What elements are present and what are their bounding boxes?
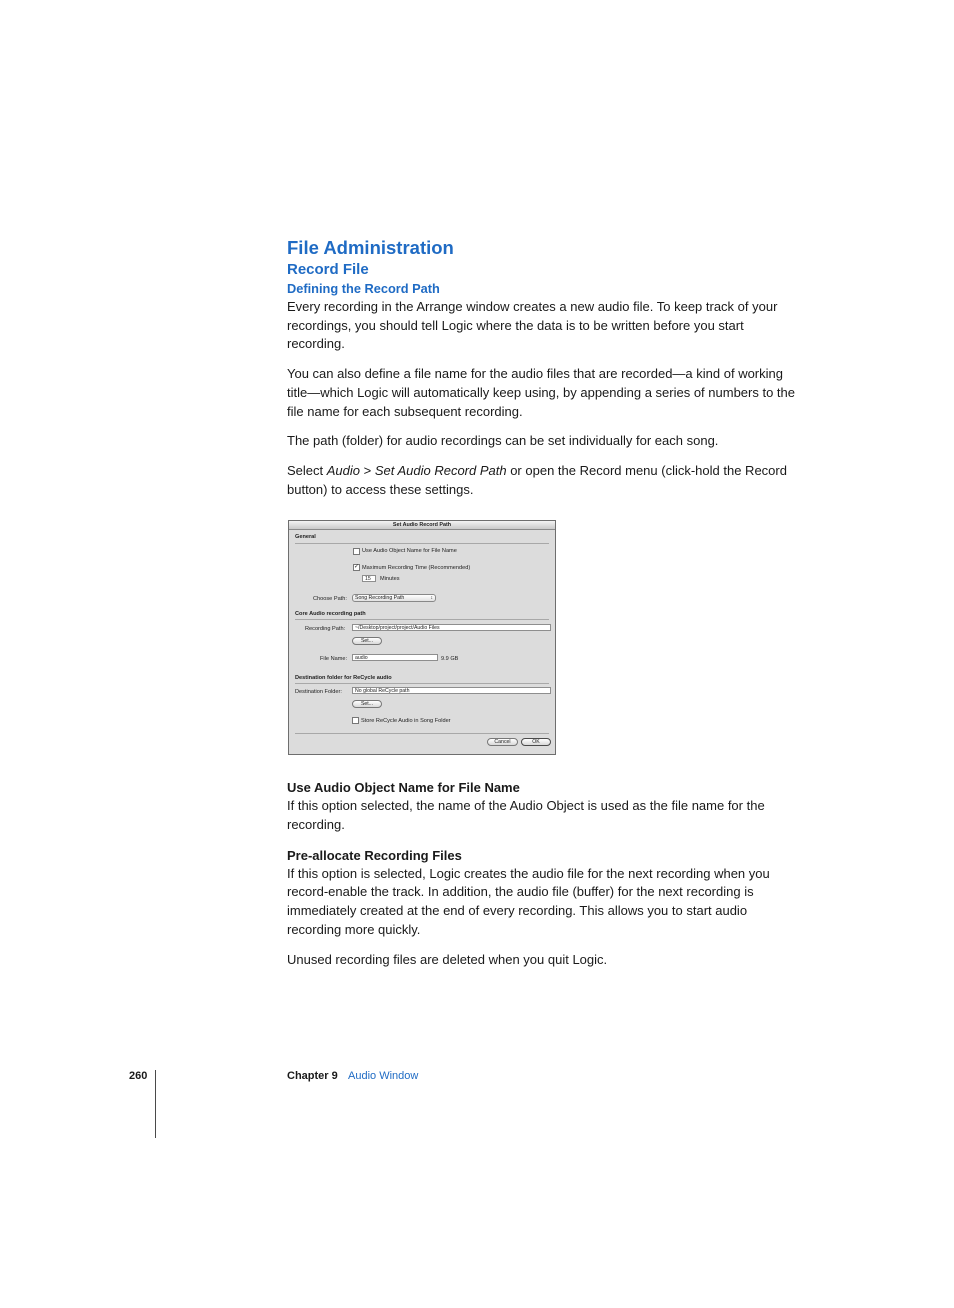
chapter-title-link[interactable]: Audio Window (348, 1070, 419, 1082)
page-content (287, 236, 799, 980)
max-recording-time-label: Maximum Recording Time (Recommended) (362, 565, 471, 572)
use-object-name-checkbox[interactable] (353, 548, 360, 555)
file-name-label: File Name: (320, 656, 348, 663)
choose-path-value: Song Recording Path (355, 595, 405, 602)
recording-path-field[interactable]: ~/Desktop/project/project/Audio Files (352, 624, 551, 631)
divider (295, 543, 549, 544)
max-time-input[interactable]: 15 (362, 575, 376, 582)
max-recording-time-checkbox[interactable]: ✓ (354, 564, 360, 571)
set-recording-path-button[interactable]: Set... (352, 637, 382, 645)
footer-divider (155, 1070, 156, 1138)
store-recycle-checkbox[interactable] (352, 717, 359, 724)
chapter-label: Chapter 9 (287, 1070, 338, 1082)
core-audio-section-label: Core Audio recording path (295, 611, 366, 618)
choose-path-popup[interactable] (352, 594, 436, 602)
option-pre-allocate-title: Pre-allocate Recording Files (287, 847, 462, 863)
divider (295, 619, 549, 620)
ok-button[interactable]: OK (521, 738, 551, 746)
option-pre-allocate-text: If this option is selected, Logic creates the audio file for the next recording when you record-enable the track. In addition, the audio file (buffer) for the next recording is immediately created at the end of every recording. This allows you to start audio recording more quickly. (287, 865, 770, 937)
subsection-title: Record File (287, 261, 369, 278)
paragraph-file-name: You can also define a file name for the audio files that are recorded—a kind of working title—which Logic will automatically keep using, by appending a series of numbers to the file name for each subsequent recording. (287, 366, 795, 419)
menu-set-audio-record-path: Set Audio Record Path (374, 462, 507, 478)
destination-folder-field[interactable]: No global ReCycle path (352, 687, 551, 694)
paragraph-select: Select Audio > Set Audio Record Path or open the Record menu (click-hold the Record button) to access these settings. (287, 462, 787, 497)
file-name-field[interactable]: audio (352, 654, 438, 661)
topic-title: Defining the Record Path (287, 281, 440, 296)
minutes-label: Minutes (380, 576, 400, 583)
closing-paragraph: Unused recording files are deleted when you quit Logic. (287, 951, 608, 967)
disk-space-label: 9.9 GB (441, 656, 459, 663)
use-object-name-label: Use Audio Object Name for File Name (362, 548, 457, 555)
menu-audio: Audio (326, 462, 360, 478)
set-audio-record-path-dialog (288, 520, 556, 755)
divider (295, 733, 549, 734)
option-use-audio-object-name-text: If this option selected, the name of the Audio Object is used as the file name for the recording. (287, 798, 765, 833)
paragraph-intro: Every recording in the Arrange window creates a new audio file. To keep track of your recordings, you should tell Logic where the data is to be written before you start recording. (287, 299, 778, 352)
general-section-label: General (295, 534, 316, 541)
page-number: 260 (129, 1070, 148, 1082)
dialog-title: Set Audio Record Path (289, 521, 555, 530)
paragraph-path: The path (folder) for audio recordings can be set individually for each song. (287, 433, 719, 449)
divider (295, 683, 549, 684)
recording-path-label: Recording Path: (305, 626, 346, 633)
destination-folder-label: Destination Folder: (295, 689, 342, 696)
choose-path-label: Choose Path: (313, 596, 347, 603)
popup-arrows-icon: ↕ (430, 595, 433, 602)
recycle-section-label: Destination folder for ReCycle audio (295, 675, 392, 682)
section-title: File Administration (287, 237, 454, 258)
option-use-audio-object-name-title: Use Audio Object Name for File Name (287, 780, 520, 796)
cancel-button[interactable]: Cancel (487, 738, 518, 746)
set-destination-folder-button[interactable]: Set... (352, 700, 382, 708)
store-recycle-label: Store ReCycle Audio in Song Folder (361, 718, 451, 725)
